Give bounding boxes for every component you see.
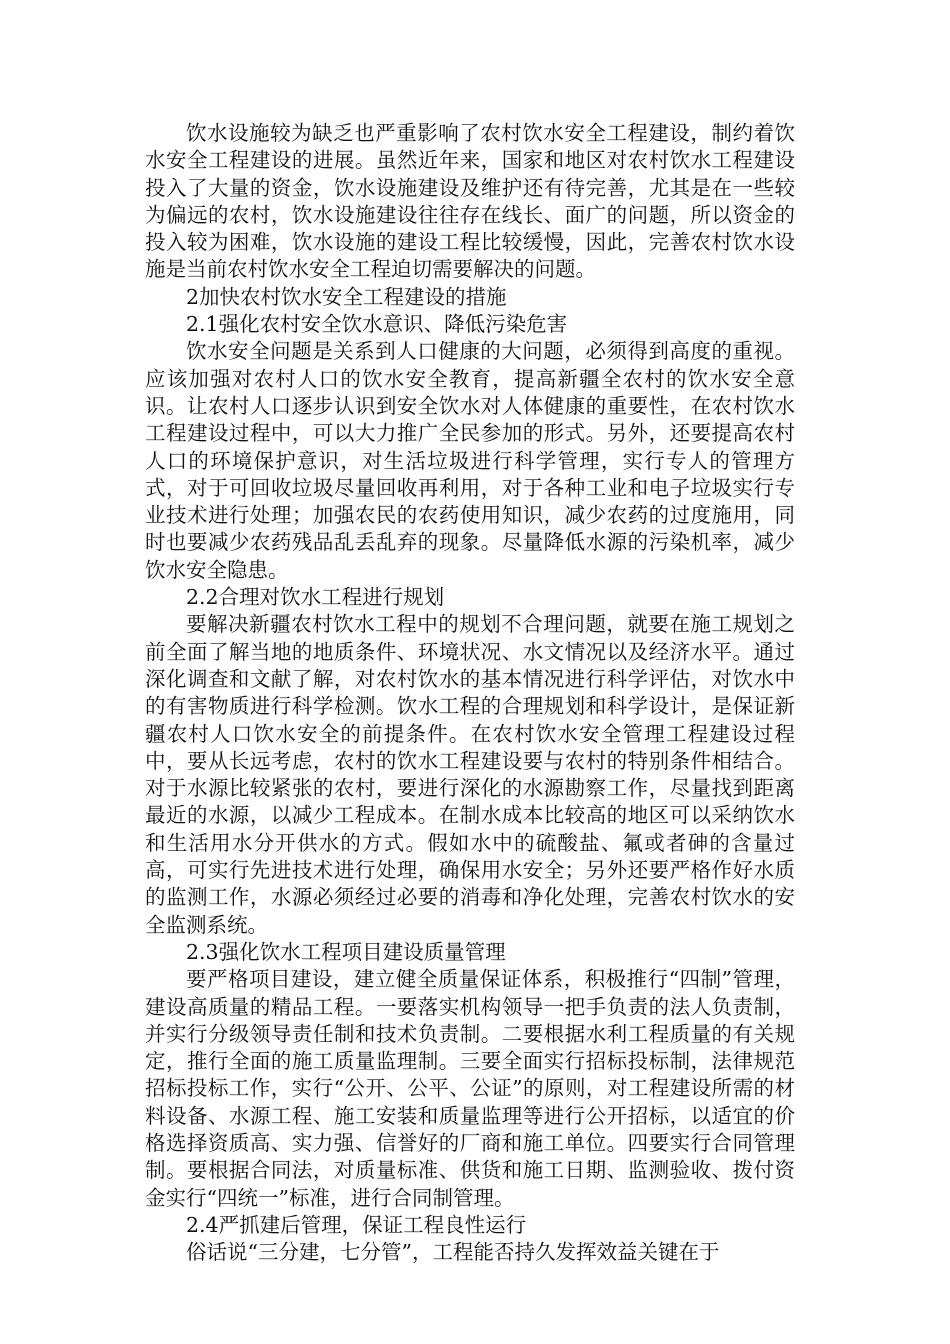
paragraph-maintenance: 俗话说“三分建，七分管”，工程能否持久发挥效益关键在于 <box>186 1240 720 1265</box>
document-body <box>145 120 795 1266</box>
paragraph-quality: 要严格项目建设，建立健全质量保证体系，积极推行“四制”管理，建设高质量的精品工程。一要落实机构领导一把手负责的法人负责制，并实行分级领导责任制和技术负责制。二要根据水利工程质量的有关规定，推行全面的施工质量监理制。三要全面实行招标投标制，法律规范招标投标工作，实行“公开、公平、公证”的原则，对工程建设所需的材料设备、水源工程、施工安装和质量监理等进行公开招标，以适宜的价格选择资质高、实力强、信誉好的厂商和施工单位。四要实行合同管理制。要根据合同法，对质量标准、供货和施工日期、监测验收、拨付资金实行“四统一”标准，进行合同制管理。 <box>145 967 795 1210</box>
subsection-heading-2-1: 2.1强化农村安全饮水意识、降低污染危害 <box>186 312 568 337</box>
paragraph-planning: 要解决新疆农村饮水工程中的规划不合理问题，就要在施工规划之前全面了解当地的地质条件、环境状况、水文情况以及经济水平。通过深化调查和文献了解，对农村饮水的基本情况进行科学评估，对饮水中的有害物质进行科学检测。饮水工程的合理规划和科学设计，是保证新疆农村人口饮水安全的前提条件。在农村饮水安全管理工程建设过程中，要从长远考虑，农村的饮水工程建设要与农村的特别条件相结合。对于水源比较紧张的农村，要进行深化的水源勘察工作，尽量找到距离最近的水源，以减少工程成本。在制水成本比较高的地区可以采纳饮水和生活用水分开供水的方式。假如水中的硫酸盐、氟或者砷的含量过高，可实行先进技术进行处理，确保用水安全；另外还要严格作好水质的监测工作，水源必须经过必要的消毒和净化处理，完善农村饮水的安全监测系统。 <box>145 612 795 937</box>
subsection-heading-2-4: 2.4严抓建后管理，保证工程良性运行 <box>186 1212 527 1237</box>
subsection-heading-2-3: 2.3强化饮水工程项目建设质量管理 <box>186 939 506 964</box>
subsection-heading-2-2: 2.2合理对饮水工程进行规划 <box>186 585 445 610</box>
paragraph-facilities: 饮水设施较为缺乏也严重影响了农村饮水安全工程建设，制约着饮水安全工程建设的进展。虽然近年来，国家和地区对农村饮水工程建设投入了大量的资金，饮水设施建设及维护还有待完善，尤其是在一些较为偏远的农村，饮水设施建设往往存在线长、面广的问题，所以资金的投入较为困难，饮水设施的建设工程比较缓慢，因此，完善农村饮水设施是当前农村饮水安全工程迫切需要解决的问题。 <box>145 121 795 282</box>
paragraph-awareness: 饮水安全问题是关系到人口健康的大问题，必须得到高度的重视。应该加强对农村人口的饮水安全教育，提高新疆全农村的饮水安全意识。让农村人口逐步认识到安全饮水对人体健康的重要性，在农村饮水工程建设过程中，可以大力推广全民参加的形式。另外，还要提高农村人口的环境保护意识，对生活垃圾进行科学管理，实行专人的管理方式，对于可回收垃圾尽量回收再利用，对于各种工业和电子垃圾实行专业技术进行处理；加强农民的农药使用知识，减少农药的过度施用，同时也要减少农药残品乱丢乱弃的现象。尽量降低水源的污染机率，减少饮水安全隐患。 <box>145 339 795 582</box>
section-heading-measures: 2加快农村饮水安全工程建设的措施 <box>186 284 507 309</box>
